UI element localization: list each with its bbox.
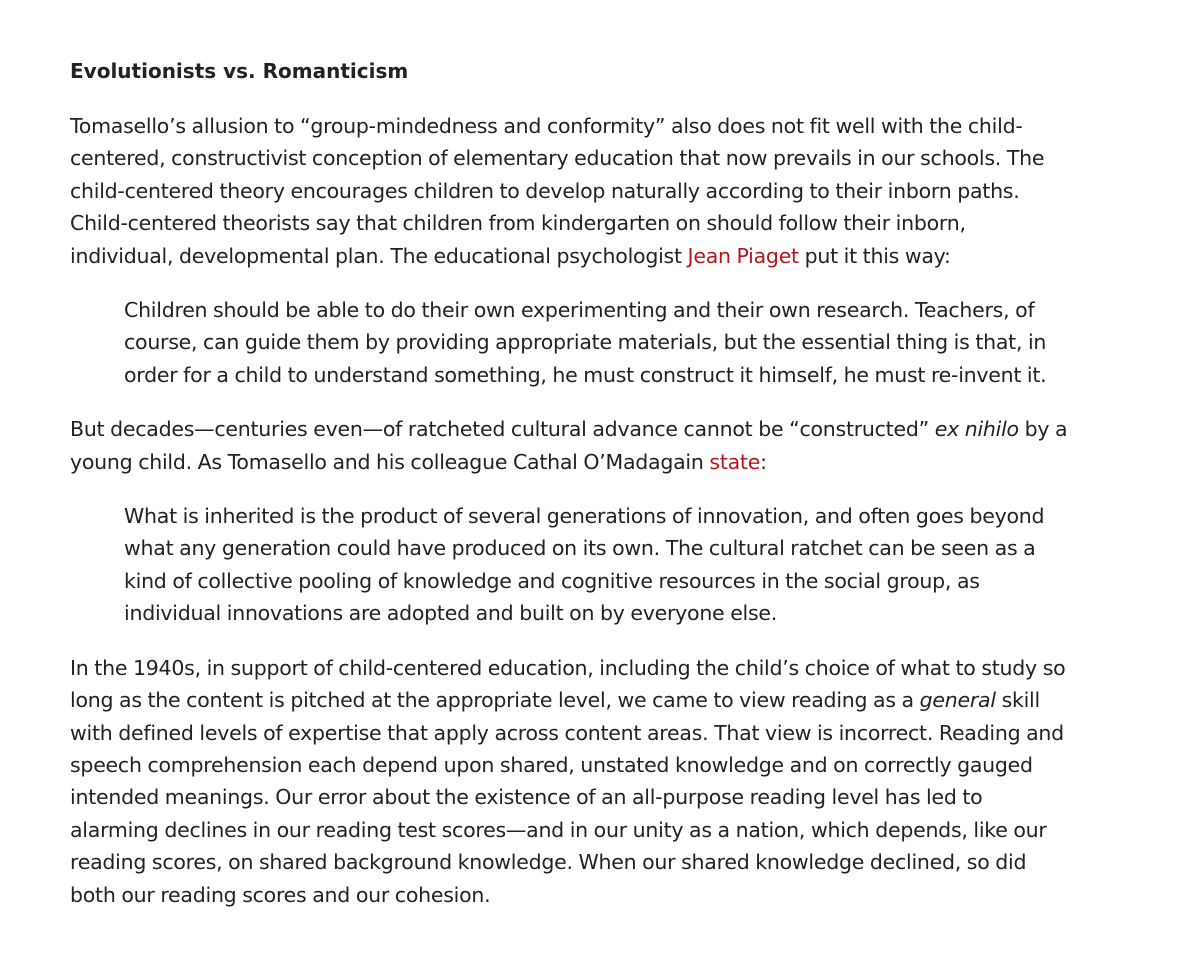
paragraph-2	[70, 413, 1070, 478]
paragraph-2-italic: ex nihilo	[934, 417, 1019, 442]
paragraph-3-end: skill with defined levels of expertise that apply across content areas. That view is incorrect. Reading and speech comprehension each depend upon shared, unstated knowledge and on correctly gauged intended meanings. Our error about the existence of an all-purpose reading level has led to alarming declines in our reading test scores—and in our unity as a nation, which depends, like our reading scores, on shared background knowledge. When our shared knowledge declined, so did both our reading scores and our cohesion.	[70, 688, 1064, 907]
paragraph-3-italic: general	[919, 688, 996, 713]
section-heading: Evolutionists vs. Romanticism	[70, 59, 409, 83]
paragraph-1-end: put it this way:	[798, 243, 951, 268]
jean-piaget-link[interactable]: Jean Piaget	[687, 243, 799, 268]
paragraph-1	[70, 110, 1070, 272]
article-body	[70, 55, 1070, 933]
paragraph-3-text: In the 1940s, in support of child-centered education, including the child’s choice of what to study so long as the content is pitched at the appropriate level, we came to view reading as a	[70, 655, 1066, 713]
paragraph-2-text: But decades—centuries even—of ratcheted cultural advance cannot be “constructed”	[70, 417, 935, 442]
paragraph-3	[70, 652, 1070, 911]
paragraph-2-middle: by a young child. As Tomasello and his colleague Cathal O’Madagain	[70, 417, 1068, 474]
blockquote-piaget: Children should be able to do their own experimenting and their own research. Teachers, of course, can guide them by providing appropriate materials, but the essential thing is that, in order for a child to understand something, he must construct it himself, he must re-invent it.	[124, 298, 1047, 387]
blockquote-tomasello: What is inherited is the product of several generations of innovation, and often goes beyond what any generation could have produced on its own. The cultural ratchet can be seen as a kind of collective pooling of knowledge and cognitive resources in the social group, as individual innovations are adopted and built on by everyone else.	[124, 504, 1045, 626]
paragraph-1-text: Tomasello’s allusion to “group-mindedness and conformity” also does not fit well with the child-centered, constructivist conception of elementary education that now prevails in our schools. The child-centered theory encourages children to develop naturally according to their inborn paths. Child-centered theorists say that children from kindergarten on should follow their inborn, individual, developmental plan. The educational psychologist	[70, 114, 1045, 268]
paragraph-2-end: :	[760, 449, 767, 474]
state-link[interactable]: state	[709, 449, 761, 474]
